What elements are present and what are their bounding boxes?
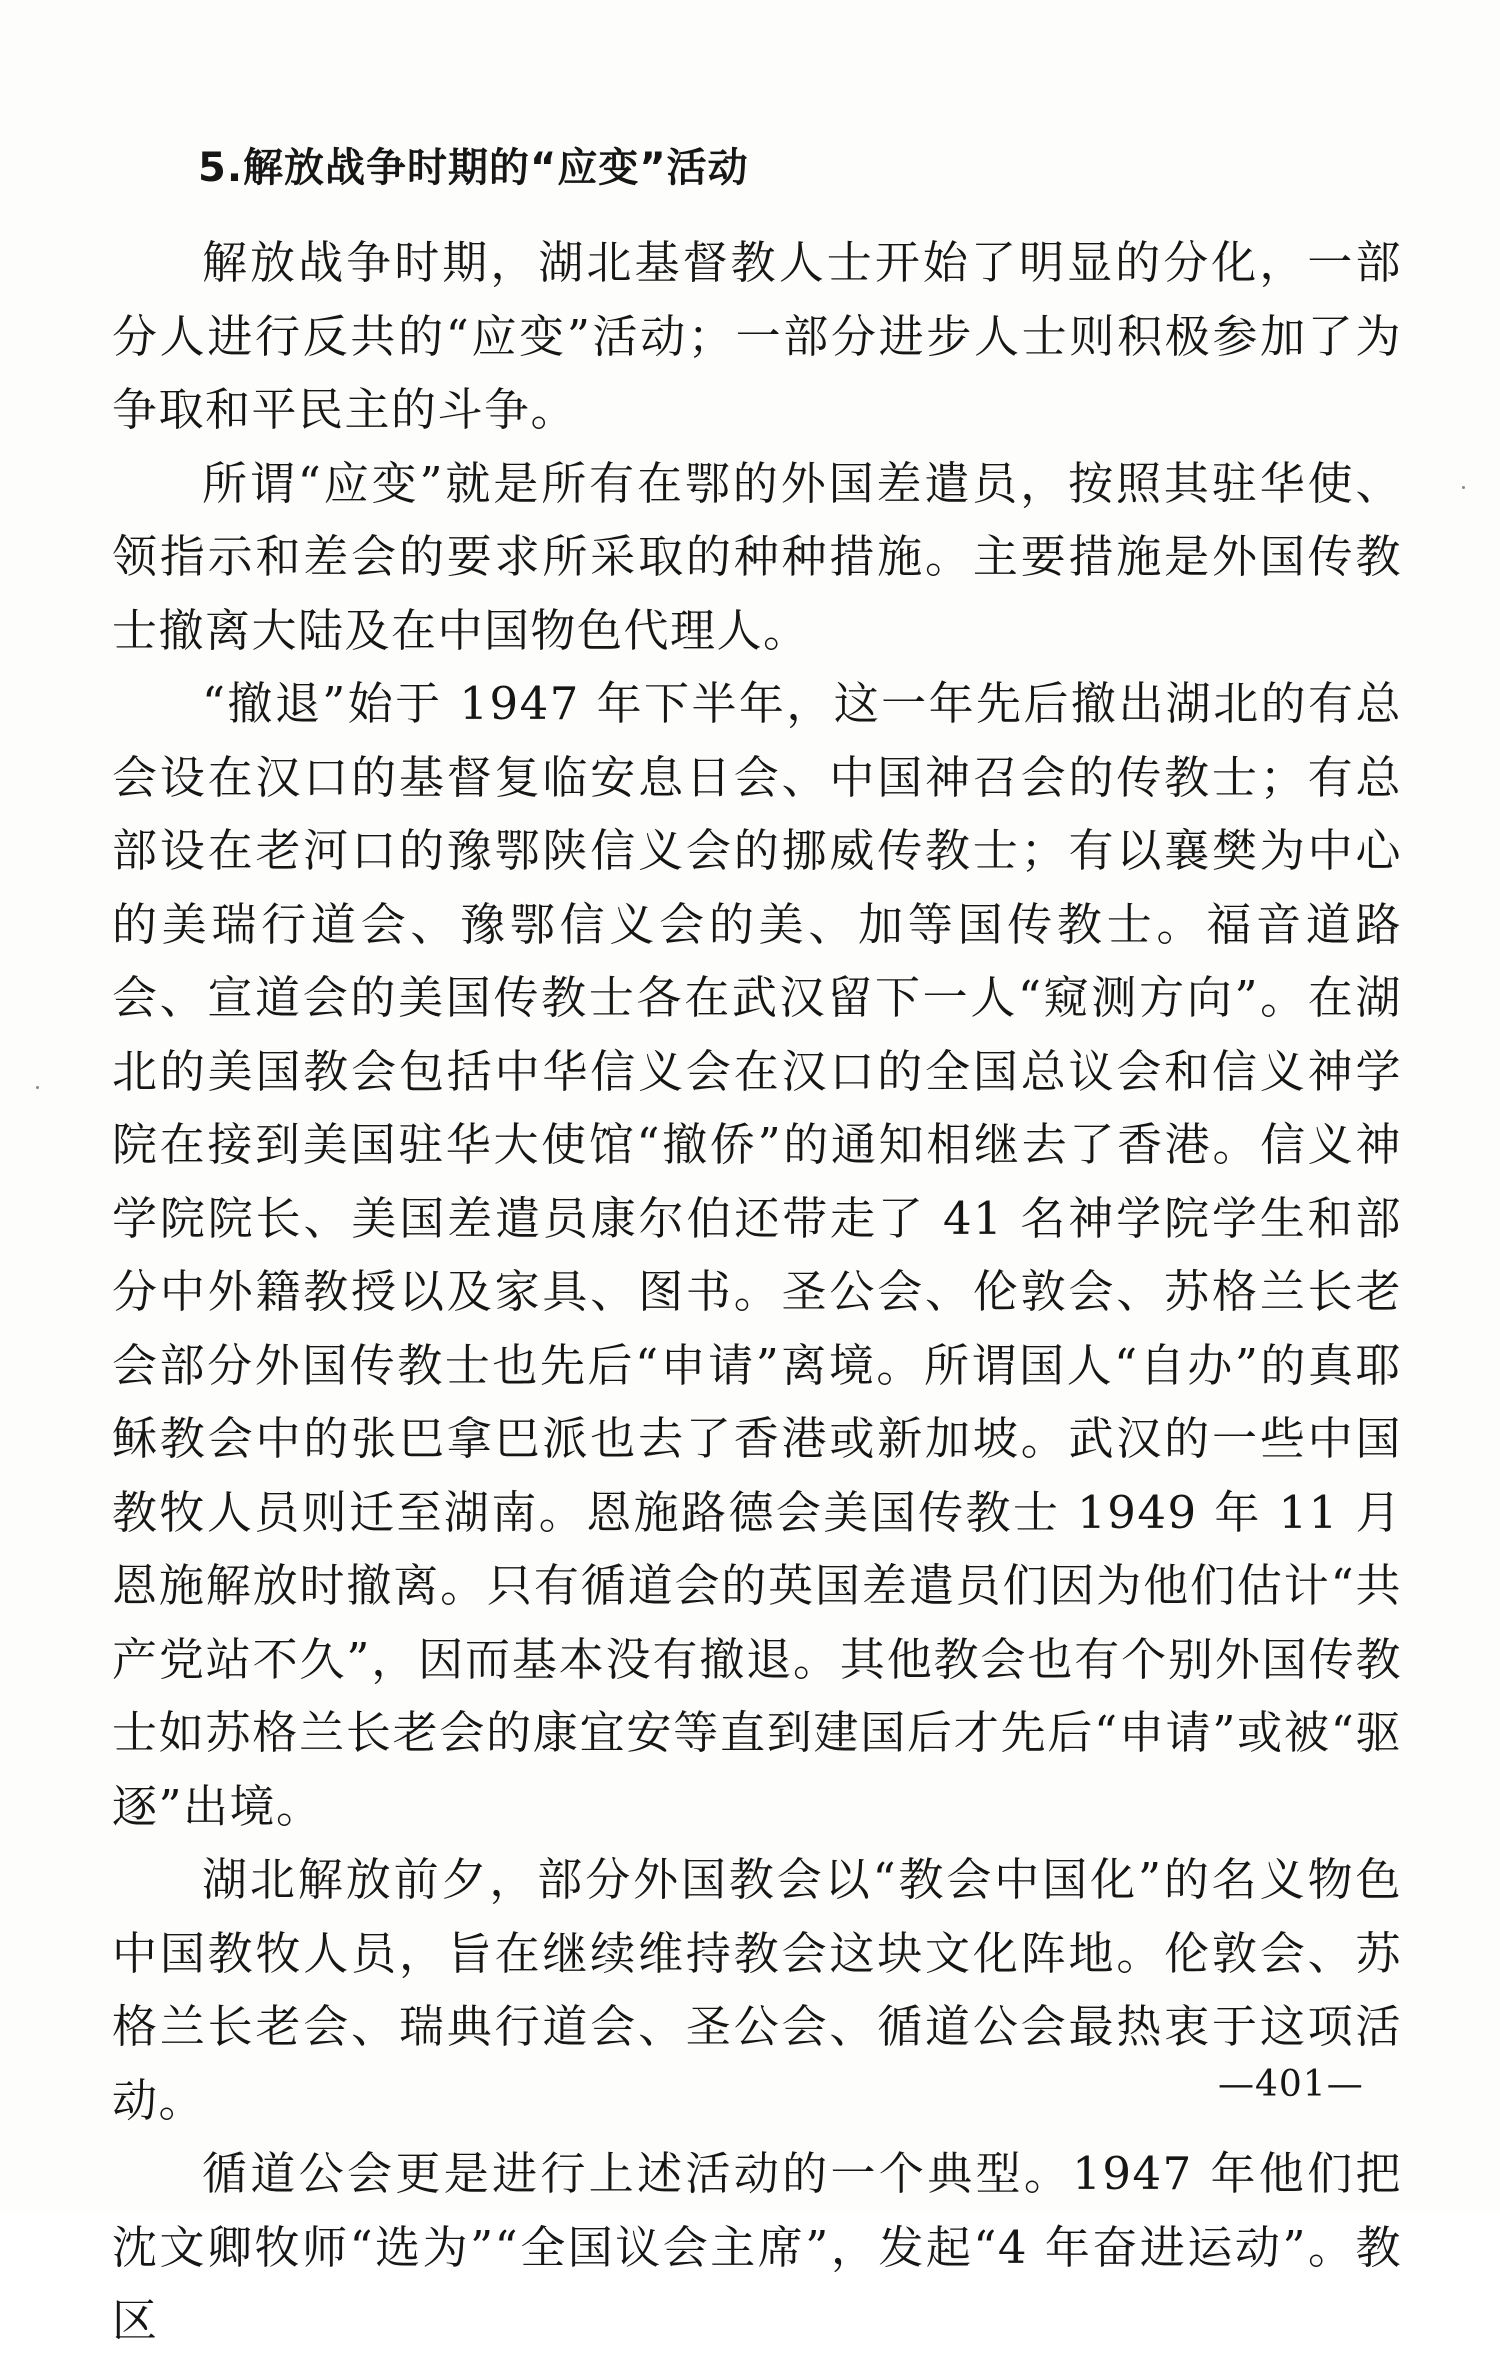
body-text [112,226,1402,2358]
page-number: —401— [1218,2064,1364,2105]
scan-speck [1462,486,1465,489]
paragraph-3: “撤退”始于 1947 年下半年，这一年先后撤出湖北的有总会设在汉口的基督复临安息日会、中国神召会的传教士；有总部设在老河口的豫鄂陕信义会的挪威传教士；有以襄樊为中心的美瑞行道会、豫鄂信义会的美、加等国传教士。福音道路会、宣道会的美国传教士各在武汉留下一人“窥测方向”。在湖北的美国教会包括中华信义会在汉口的全国总议会和信义神学院在接到美国驻华大使馆“撤侨”的通知相继去了香港。信义神学院院长、美国差遣员康尔伯还带走了 41 名神学院学生和部分中外籍教授以及家具、图书。圣公会、伦敦会、苏格兰长老会部分外国传教士也先后“申请”离境。所谓国人“自办”的真耶稣教会中的张巴拿巴派也去了香港或新加坡。武汉的一些中国教牧人员则迁至湖南。恩施路德会美国传教士 1949 年 11 月恩施解放时撤离。只有循道会的英国差遣员们因为他们估计“共产党站不久”，因而基本没有撤退。其他教会也有个别外国传教士如苏格兰长老会的康宜安等直到建国后才先后“申请”或被“驱逐”出境。 [112,677,1402,1833]
paragraph-5: 循道公会更是进行上述活动的一个典型。1947 年他们把沈文卿牧师“选为”“全国议会主席”，发起“4 年奋进运动”。教区 [112,2147,1402,2347]
paragraph-2: 所谓“应变”就是所有在鄂的外国差遣员，按照其驻华使、领指示和差会的要求所采取的种种措施。主要措施是外国传教士撤离大陆及在中国物色代理人。 [112,456,1402,657]
section-heading: 5.解放战争时期的“应变”活动 [198,145,749,191]
scan-speck [36,1086,39,1089]
paragraph-1: 解放战争时期，湖北基督教人士开始了明显的分化，一部分人进行反共的“应变”活动；一部分进步人士则积极参加了为争取和平民主的斗争。 [112,236,1402,436]
paragraph-4: 湖北解放前夕，部分外国教会以“教会中国化”的名义物色中国教牧人员，旨在继续维持教会这块文化阵地。伦敦会、苏格兰长老会、瑞典行道会、圣公会、循道公会最热衷于这项活动。 [112,1853,1402,2127]
